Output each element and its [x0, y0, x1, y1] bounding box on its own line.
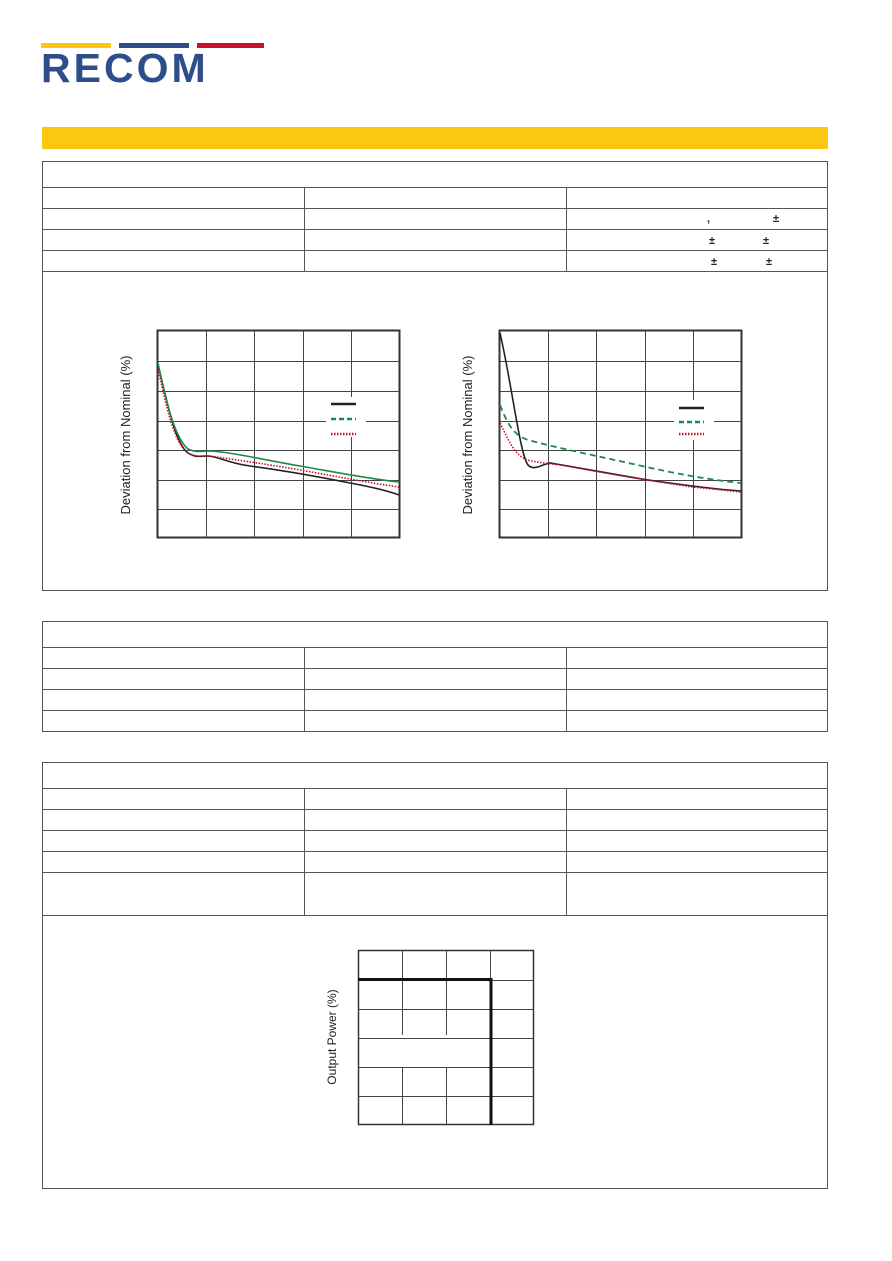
- table-divider: [43, 668, 827, 669]
- table-divider: [43, 851, 827, 852]
- row3-mark-a: ±: [709, 235, 716, 247]
- table-divider: [43, 689, 827, 690]
- specification-table-panel: [42, 621, 828, 732]
- logo-wordmark: RECOM: [41, 45, 209, 91]
- row4-mark-b: ±: [766, 256, 773, 268]
- table-divider: [43, 809, 827, 810]
- table-divider: [43, 187, 827, 188]
- row3-mark-b: ±: [763, 235, 770, 247]
- y-axis-label: Deviation from Nominal (%): [460, 355, 475, 515]
- column-divider: [566, 187, 567, 271]
- row2-mark-a: ,: [707, 213, 711, 225]
- output-power-chart: [320, 945, 540, 1130]
- deviation-chart-right: [452, 325, 752, 545]
- column-divider: [304, 187, 305, 271]
- column-divider: [566, 647, 567, 731]
- table-divider: [43, 710, 827, 711]
- y-axis-label: Deviation from Nominal (%): [118, 355, 133, 515]
- table-divider: [43, 229, 827, 230]
- row2-mark-b: ±: [773, 213, 780, 225]
- table-divider: [43, 208, 827, 209]
- deviation-chart-left: [110, 325, 410, 545]
- y-axis-label: Output Power (%): [325, 989, 339, 1085]
- table-divider: [43, 915, 827, 916]
- table-divider: [43, 872, 827, 873]
- section-banner: [42, 127, 828, 149]
- column-divider: [566, 788, 567, 915]
- column-divider: [304, 647, 305, 731]
- table-divider: [43, 250, 827, 251]
- table-divider: [43, 271, 827, 272]
- table-divider: [43, 830, 827, 831]
- row4-mark-a: ±: [711, 256, 718, 268]
- table-divider: [43, 788, 827, 789]
- table-divider: [43, 647, 827, 648]
- column-divider: [304, 788, 305, 915]
